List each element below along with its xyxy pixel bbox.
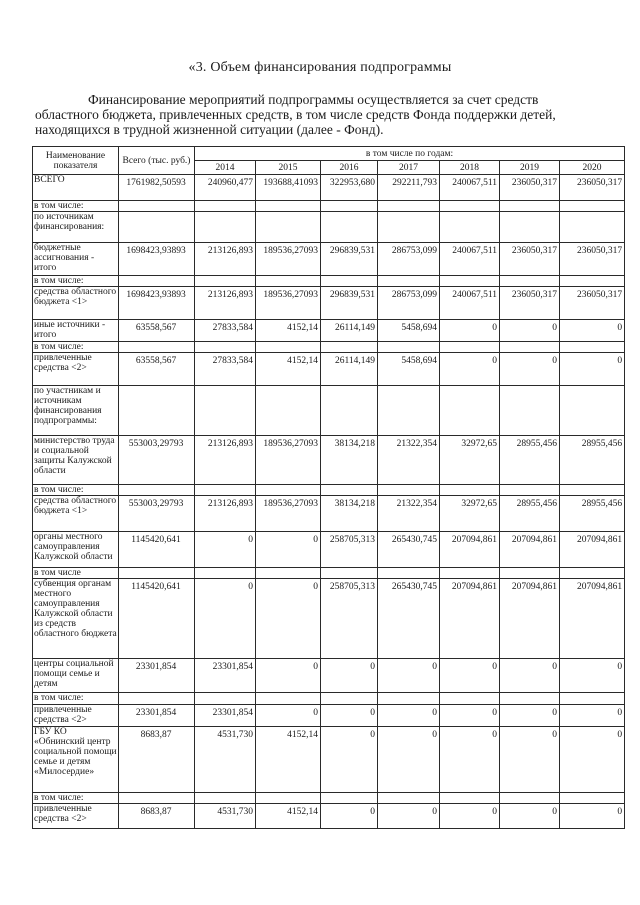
header-year: 2014 [195, 161, 256, 175]
cell-year-value: 207094,861 [500, 532, 560, 568]
cell-year-value: 0 [560, 659, 625, 693]
cell-year-value [560, 342, 625, 353]
section-heading: «3. Объем финансирования подпрограммы [188, 60, 452, 75]
cell-year-value [256, 212, 321, 243]
row-label: центры социальной помощи семье и детям [33, 659, 119, 693]
cell-year-value: 322953,680 [321, 175, 378, 201]
row-label: ВСЕГО [33, 175, 119, 201]
cell-year-value: 292211,793 [378, 175, 440, 201]
cell-year-value [256, 793, 321, 804]
cell-total: 23301,854 [119, 659, 195, 693]
table-row [33, 793, 625, 804]
cell-year-value [440, 793, 500, 804]
table-row [33, 727, 625, 793]
header-year: 2018 [440, 161, 500, 175]
table-row [33, 579, 625, 659]
cell-year-value [440, 386, 500, 436]
cell-year-value: 213126,893 [195, 287, 256, 320]
row-label: в том числе: [33, 793, 119, 804]
table-row [33, 353, 625, 386]
cell-year-value: 189536,27093 [256, 243, 321, 276]
cell-year-value: 0 [560, 353, 625, 386]
cell-year-value: 0 [321, 804, 378, 829]
cell-year-value: 0 [440, 727, 500, 793]
cell-year-value: 0 [440, 705, 500, 727]
cell-year-value [321, 212, 378, 243]
cell-year-value: 265430,745 [378, 579, 440, 659]
cell-year-value: 236050,317 [560, 287, 625, 320]
cell-year-value [500, 342, 560, 353]
row-label: по источникам финансирования: [33, 212, 119, 243]
cell-total [119, 212, 195, 243]
cell-year-value: 240067,511 [440, 175, 500, 201]
cell-total [119, 386, 195, 436]
cell-year-value: 4152,14 [256, 353, 321, 386]
cell-year-value: 27833,584 [195, 353, 256, 386]
cell-year-value: 0 [321, 727, 378, 793]
cell-year-value: 0 [378, 705, 440, 727]
cell-year-value [440, 212, 500, 243]
cell-year-value [378, 485, 440, 496]
cell-year-value: 0 [500, 727, 560, 793]
cell-year-value: 236050,317 [560, 175, 625, 201]
row-label: привлеченные средства <2> [33, 705, 119, 727]
row-label: средства областного бюджета <1> [33, 496, 119, 532]
row-label: иные источники - итого [33, 320, 119, 342]
row-label: по участникам и источникам финансирования подпрограммы: [33, 386, 119, 436]
cell-year-value [256, 201, 321, 212]
cell-year-value: 4531,730 [195, 727, 256, 793]
cell-year-value: 258705,313 [321, 532, 378, 568]
paragraph-line: областного бюджета, привлеченных средств, в том числе средств Фонда поддержки детей, [35, 107, 556, 122]
cell-year-value: 4152,14 [256, 320, 321, 342]
cell-year-value: 23301,854 [195, 705, 256, 727]
cell-year-value: 213126,893 [195, 496, 256, 532]
cell-year-value: 240960,477 [195, 175, 256, 201]
cell-year-value: 0 [500, 320, 560, 342]
cell-year-value [500, 693, 560, 705]
cell-year-value [256, 386, 321, 436]
cell-year-value: 28955,456 [500, 496, 560, 532]
header-year: 2020 [560, 161, 625, 175]
cell-year-value: 0 [560, 727, 625, 793]
cell-year-value: 240067,511 [440, 243, 500, 276]
cell-total: 1145420,641 [119, 579, 195, 659]
table-row [33, 659, 625, 693]
cell-year-value [500, 201, 560, 212]
table-row [33, 386, 625, 436]
cell-total: 63558,567 [119, 320, 195, 342]
cell-year-value: 207094,861 [500, 579, 560, 659]
cell-year-value: 0 [560, 320, 625, 342]
cell-year-value: 0 [500, 353, 560, 386]
cell-year-value [321, 342, 378, 353]
cell-year-value: 0 [195, 579, 256, 659]
cell-total: 23301,854 [119, 705, 195, 727]
cell-year-value [560, 386, 625, 436]
cell-year-value: 189536,27093 [256, 436, 321, 485]
cell-year-value: 207094,861 [560, 532, 625, 568]
cell-total: 1698423,93893 [119, 287, 195, 320]
cell-year-value: 0 [440, 659, 500, 693]
cell-year-value: 0 [500, 705, 560, 727]
cell-year-value: 32972,65 [440, 436, 500, 485]
cell-year-value [321, 386, 378, 436]
row-label: органы местного самоуправления Калужской области [33, 532, 119, 568]
cell-year-value: 236050,317 [560, 243, 625, 276]
row-label: ГБУ КО «Обнинский центр социальной помощи семье и детям «Милосердие» [33, 727, 119, 793]
cell-total: 8683,87 [119, 804, 195, 829]
cell-year-value [256, 342, 321, 353]
cell-year-value: 0 [440, 320, 500, 342]
cell-year-value: 236050,317 [500, 175, 560, 201]
cell-year-value: 23301,854 [195, 659, 256, 693]
row-label: министерство труда и социальной защиты Калужской области [33, 436, 119, 485]
cell-year-value [500, 485, 560, 496]
cell-year-value: 189536,27093 [256, 287, 321, 320]
cell-year-value: 0 [560, 705, 625, 727]
cell-year-value: 0 [256, 579, 321, 659]
row-label: бюджетные ассигнования - итого [33, 243, 119, 276]
cell-year-value: 296839,531 [321, 243, 378, 276]
cell-total: 8683,87 [119, 727, 195, 793]
table-row [33, 705, 625, 727]
paragraph-line: Финансирование мероприятий подпрограммы осуществляется за счет средств [88, 92, 539, 107]
cell-year-value: 0 [378, 804, 440, 829]
header-by-years: в том числе по годам: [195, 147, 625, 161]
cell-total: 553003,29793 [119, 496, 195, 532]
cell-year-value: 207094,861 [560, 579, 625, 659]
cell-year-value: 27833,584 [195, 320, 256, 342]
cell-total [119, 485, 195, 496]
cell-year-value: 26114,149 [321, 320, 378, 342]
cell-year-value [195, 386, 256, 436]
cell-year-value [440, 342, 500, 353]
cell-year-value [560, 693, 625, 705]
cell-year-value [440, 568, 500, 579]
cell-year-value: 193688,41093 [256, 175, 321, 201]
table-row [33, 804, 625, 829]
cell-year-value: 240067,511 [440, 287, 500, 320]
header-year: 2016 [321, 161, 378, 175]
cell-year-value [378, 212, 440, 243]
cell-total: 1145420,641 [119, 532, 195, 568]
cell-year-value [560, 276, 625, 287]
cell-year-value: 0 [440, 353, 500, 386]
cell-year-value: 189536,27093 [256, 496, 321, 532]
row-label: в том числе: [33, 342, 119, 353]
cell-year-value [321, 568, 378, 579]
cell-year-value: 28955,456 [560, 436, 625, 485]
row-label: в том числе: [33, 693, 119, 705]
cell-year-value [500, 793, 560, 804]
cell-year-value [378, 568, 440, 579]
cell-year-value [321, 485, 378, 496]
cell-year-value: 0 [560, 804, 625, 829]
cell-year-value: 213126,893 [195, 436, 256, 485]
cell-year-value: 286753,099 [378, 243, 440, 276]
row-label: в том числе: [33, 276, 119, 287]
header-year: 2019 [500, 161, 560, 175]
cell-year-value: 0 [321, 705, 378, 727]
table-row [33, 532, 625, 568]
cell-year-value [440, 276, 500, 287]
row-label: в том числе: [33, 201, 119, 212]
cell-year-value [195, 568, 256, 579]
cell-year-value [500, 386, 560, 436]
cell-year-value: 21322,354 [378, 496, 440, 532]
cell-year-value: 0 [378, 659, 440, 693]
table-row [33, 568, 625, 579]
cell-year-value: 5458,694 [378, 353, 440, 386]
cell-year-value: 21322,354 [378, 436, 440, 485]
cell-year-value [500, 212, 560, 243]
cell-year-value: 207094,861 [440, 579, 500, 659]
cell-total: 1761982,50593 [119, 175, 195, 201]
header-year: 2017 [378, 161, 440, 175]
table-row [33, 212, 625, 243]
cell-total [119, 793, 195, 804]
cell-year-value: 38134,218 [321, 496, 378, 532]
table-row [33, 436, 625, 485]
cell-year-value [378, 793, 440, 804]
header-name: Наименование показателя [33, 147, 119, 175]
cell-total [119, 693, 195, 705]
table-row [33, 320, 625, 342]
cell-year-value [560, 568, 625, 579]
cell-year-value [440, 693, 500, 705]
cell-year-value [560, 201, 625, 212]
cell-total: 1698423,93893 [119, 243, 195, 276]
cell-year-value: 4152,14 [256, 804, 321, 829]
cell-year-value: 265430,745 [378, 532, 440, 568]
cell-year-value [321, 793, 378, 804]
cell-year-value: 0 [500, 659, 560, 693]
cell-year-value [560, 485, 625, 496]
cell-year-value [256, 276, 321, 287]
cell-year-value: 32972,65 [440, 496, 500, 532]
cell-total: 553003,29793 [119, 436, 195, 485]
table-row [33, 201, 625, 212]
table-row [33, 243, 625, 276]
cell-year-value: 0 [256, 705, 321, 727]
row-label: привлеченные средства <2> [33, 804, 119, 829]
cell-year-value: 296839,531 [321, 287, 378, 320]
cell-year-value [195, 793, 256, 804]
paragraph-line: находящихся в трудной жизненной ситуации (далее - Фонд). [35, 122, 384, 137]
cell-year-value [256, 568, 321, 579]
row-label: в том числе: [33, 485, 119, 496]
cell-year-value: 236050,317 [500, 243, 560, 276]
cell-total [119, 276, 195, 287]
table-row [33, 485, 625, 496]
cell-year-value [321, 276, 378, 287]
cell-year-value [560, 212, 625, 243]
cell-year-value: 286753,099 [378, 287, 440, 320]
table-row [33, 693, 625, 705]
row-label: субвенция органам местного самоуправления Калужской области из средств областного бюджета [33, 579, 119, 659]
cell-total: 63558,567 [119, 353, 195, 386]
cell-year-value: 0 [321, 659, 378, 693]
intro-paragraph [35, 92, 598, 137]
cell-year-value: 0 [256, 659, 321, 693]
table-row [33, 342, 625, 353]
cell-year-value [440, 485, 500, 496]
cell-total [119, 201, 195, 212]
table-row [33, 175, 625, 201]
header-year: 2015 [256, 161, 321, 175]
cell-year-value [378, 276, 440, 287]
cell-year-value: 0 [195, 532, 256, 568]
cell-year-value: 236050,317 [500, 287, 560, 320]
cell-year-value [500, 276, 560, 287]
cell-year-value: 0 [256, 532, 321, 568]
row-label: средства областного бюджета <1> [33, 287, 119, 320]
cell-year-value [560, 793, 625, 804]
header-total: Всего (тыс. руб.) [119, 147, 195, 175]
cell-year-value [378, 386, 440, 436]
table-row [33, 496, 625, 532]
cell-year-value: 4152,14 [256, 727, 321, 793]
cell-year-value [378, 342, 440, 353]
cell-year-value [195, 342, 256, 353]
cell-year-value [195, 693, 256, 705]
cell-year-value: 38134,218 [321, 436, 378, 485]
cell-year-value: 5458,694 [378, 320, 440, 342]
cell-total [119, 342, 195, 353]
cell-year-value [256, 693, 321, 705]
cell-year-value [378, 693, 440, 705]
cell-year-value: 28955,456 [560, 496, 625, 532]
cell-year-value [440, 201, 500, 212]
cell-year-value [256, 485, 321, 496]
cell-year-value [195, 276, 256, 287]
cell-year-value: 28955,456 [500, 436, 560, 485]
row-label: в том числе [33, 568, 119, 579]
cell-year-value: 0 [378, 727, 440, 793]
cell-year-value: 213126,893 [195, 243, 256, 276]
cell-year-value [195, 201, 256, 212]
table-row [33, 276, 625, 287]
cell-year-value [195, 212, 256, 243]
financing-table [32, 146, 625, 829]
cell-year-value [500, 568, 560, 579]
table-row [33, 287, 625, 320]
cell-year-value: 0 [500, 804, 560, 829]
cell-year-value [321, 693, 378, 705]
cell-year-value: 207094,861 [440, 532, 500, 568]
cell-year-value: 258705,313 [321, 579, 378, 659]
cell-year-value [378, 201, 440, 212]
cell-year-value: 26114,149 [321, 353, 378, 386]
cell-year-value: 0 [440, 804, 500, 829]
cell-total [119, 568, 195, 579]
row-label: привлеченные средства <2> [33, 353, 119, 386]
cell-year-value [321, 201, 378, 212]
cell-year-value: 4531,730 [195, 804, 256, 829]
cell-year-value [195, 485, 256, 496]
